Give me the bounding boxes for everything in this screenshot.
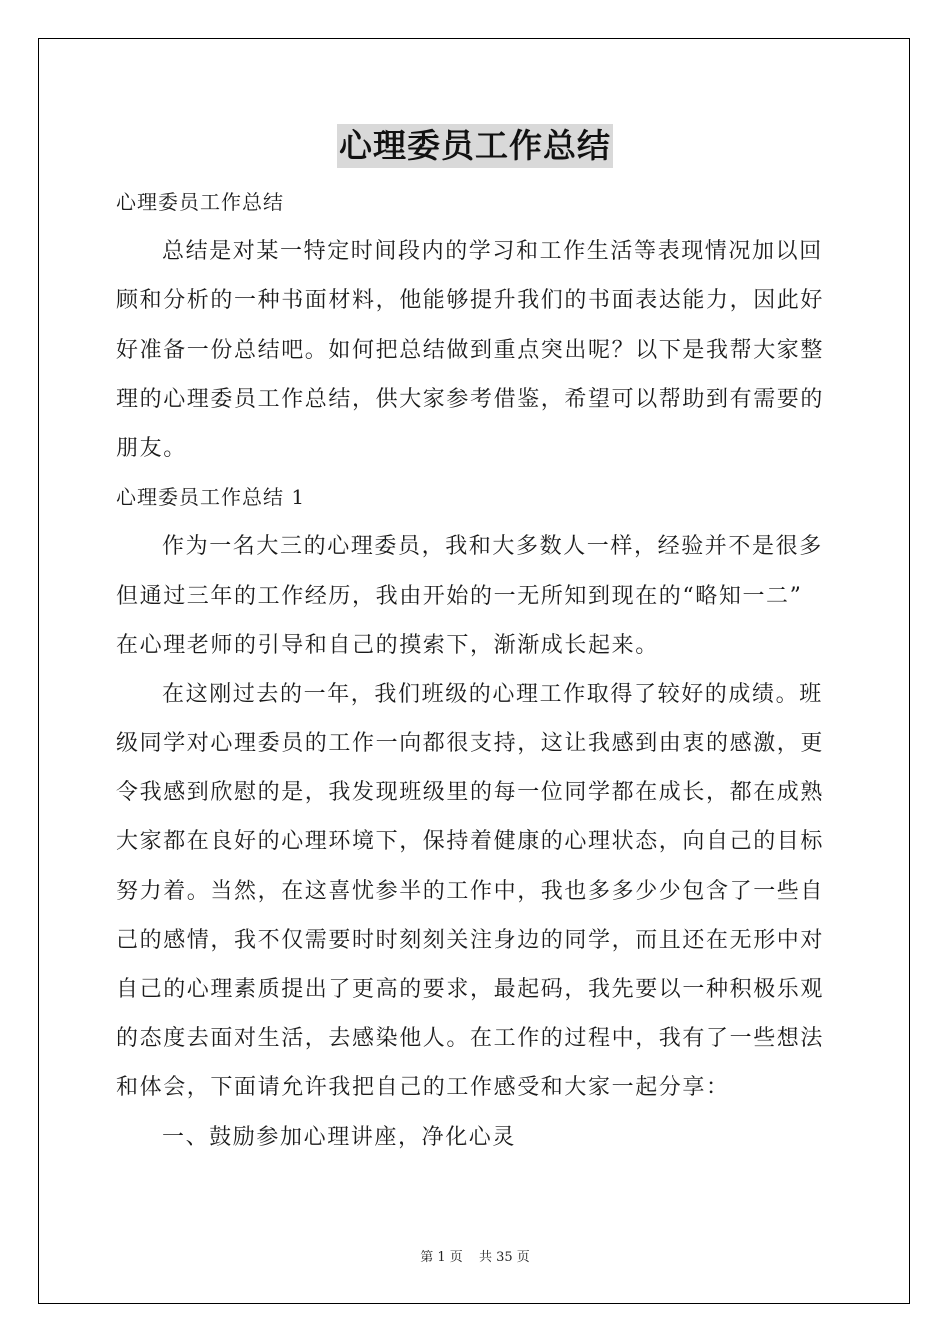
page-number: 第 1 页: [420, 1250, 463, 1265]
text-line: 一、鼓励参加心理讲座，净化心灵: [162, 1124, 517, 1150]
text-line: 总结是对某一特定时间段内的学习和工作生活等表现情况加以回: [162, 239, 823, 265]
text-line: 在心理老师的引导和自己的摸索下，渐渐成长起来。: [116, 632, 659, 658]
text-line: 己的感情，我不仅需要时时刻刻关注身边的同学，而且还在无形中对: [116, 927, 825, 953]
text-line: 令我感到欣慰的是，我发现班级里的每一位同学都在成长，都在成熟: [116, 780, 825, 806]
page-total: 共 35 页: [478, 1250, 530, 1265]
text-line: 顾和分析的一种书面材料，他能够提升我们的书面表达能力，因此好: [116, 288, 825, 314]
text-line: 好准备一份总结吧。如何把总结做到重点突出呢？以下是我帮大家整: [116, 337, 825, 363]
text-line: 级同学对心理委员的工作一向都很支持，这让我感到由衷的感激，更: [116, 731, 825, 757]
text-line: 朋友。: [116, 435, 187, 461]
text-line: 自己的心理素质提出了更高的要求，最起码，我先要以一种积极乐观: [116, 977, 825, 1002]
page-footer: [0, 1246, 950, 1265]
title-wrap: [0, 124, 950, 168]
document-body: [116, 178, 836, 1162]
text-line: 作为一名大三的心理委员，我和大多数人一样，经验并不是很多: [162, 534, 823, 560]
text-line: 和体会，下面请允许我把自己的工作感受和大家一起分享：: [116, 1075, 730, 1101]
text-line: 在这刚过去的一年，我们班级的心理工作取得了较好的成绩。班: [162, 681, 823, 707]
text-line: 的态度去面对生活，去感染他人。在工作的过程中，我有了一些想法: [116, 1026, 825, 1052]
text-line: 理的心理委员工作总结，供大家参考借鉴，希望可以帮助到有需要的: [116, 386, 825, 412]
text-line: 大家都在良好的心理环境下，保持着健康的心理状态，向自己的目标: [116, 829, 825, 855]
text-line: 心理委员工作总结 1: [116, 485, 306, 510]
text-line: 但通过三年的工作经历，我由开始的一无所知到现在的“略知一二”: [116, 583, 803, 609]
document-title: 心理委员工作总结: [337, 124, 613, 168]
text-line: 心理委员工作总结: [116, 190, 284, 214]
text-line: 努力着。当然，在这喜忧参半的工作中，我也多多少少包含了一些自: [116, 878, 825, 904]
